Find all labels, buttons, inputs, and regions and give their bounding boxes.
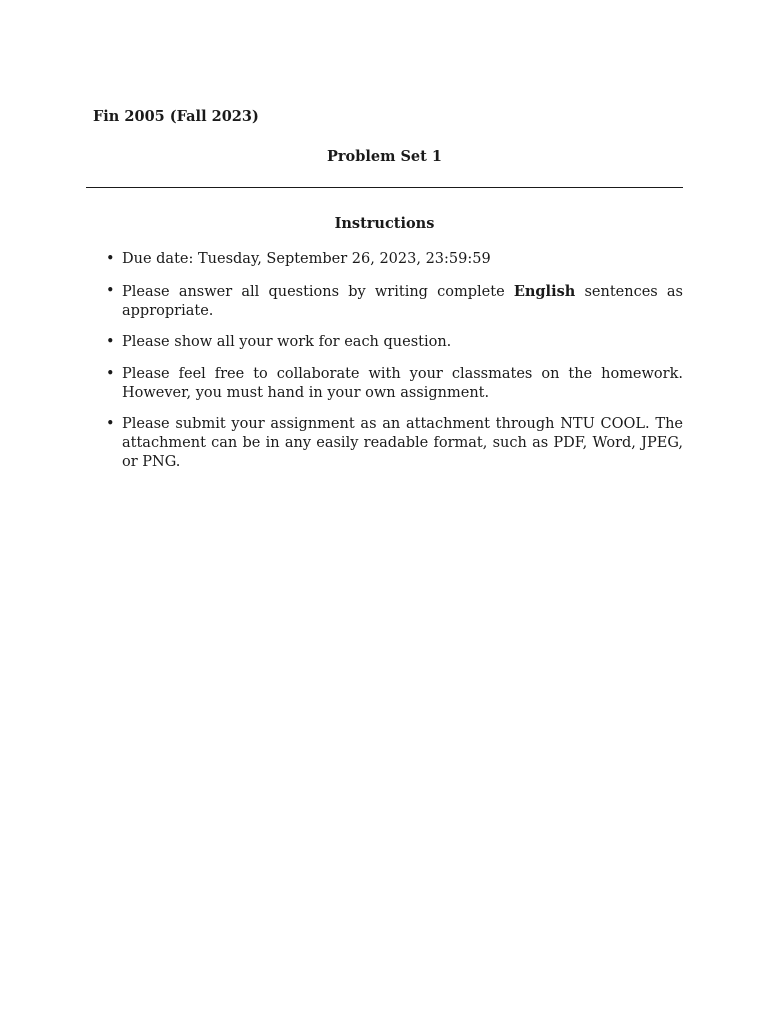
instruction-collaborate — [86, 365, 683, 403]
header-divider — [86, 187, 683, 188]
instruction-text-before: Please answer all questions by writing complete — [122, 283, 514, 300]
instruction-english — [86, 282, 683, 321]
bullet-icon: • — [106, 282, 115, 299]
bullet-icon: • — [106, 334, 115, 350]
instruction-due-date — [86, 250, 683, 269]
instruction-emphasis: English — [513, 282, 576, 300]
bullet-icon: • — [106, 251, 115, 267]
instruction-text-after: sentences as appropriate. — [122, 283, 683, 319]
instructions-heading: Instructions — [334, 215, 435, 232]
course-label: Fin 2005 (Fall 2023) — [93, 108, 259, 125]
bullet-icon: • — [106, 365, 115, 382]
instruction-text: Please feel free to collaborate with your classmates on the homework. However, you must hand in your own assignment. — [122, 365, 683, 401]
problem-set-title: Problem Set 1 — [326, 148, 442, 165]
instruction-text: Please show all your work for each question. — [122, 334, 452, 350]
instructions-list — [86, 250, 683, 485]
instruction-submit — [86, 415, 683, 472]
instruction-show-work — [86, 333, 683, 352]
instruction-text: Please submit your assignment as an attachment through NTU COOL. The attachment can be in any easily readable format, such as PDF, Word, JPEG, or PNG. — [122, 416, 683, 470]
instruction-text: Due date: Tuesday, September 26, 2023, 23:59:59 — [122, 251, 491, 267]
bullet-icon: • — [106, 416, 115, 432]
